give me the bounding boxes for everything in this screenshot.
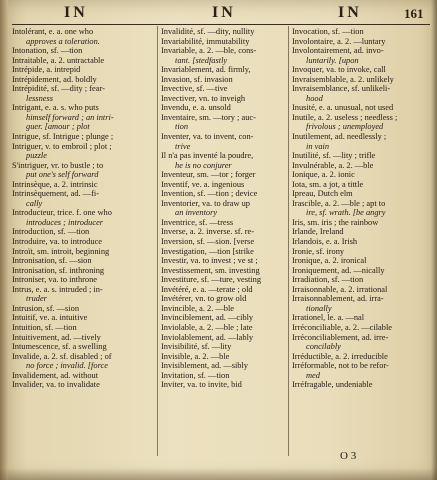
column-middle xyxy=(161,27,286,390)
entry-line: Ipreau, Dutch elm xyxy=(292,189,353,199)
entry-line: tion xyxy=(175,122,189,132)
entry-line: Involontaire, a. 2. —luntary xyxy=(292,36,386,46)
entry-line: Involontairement, ad. invo- xyxy=(292,46,384,56)
entry-line: Invocation, sf. —tion xyxy=(292,27,364,36)
entry-line: puzzle xyxy=(26,151,47,161)
entry-line: luntarily. [upon xyxy=(306,55,359,65)
entry-line: Invisible, a. 2. —ble xyxy=(161,351,230,361)
entry-line: Invraisemblance, sf. unlikeli- xyxy=(292,84,391,94)
entry-line: himself forward ; an intri- xyxy=(26,112,114,122)
entry-line: no force ; invalid. [force xyxy=(26,361,108,371)
entry-line: Introniser, va. to inthrone xyxy=(12,275,98,285)
entry-line: Invendu, e. a. unsold xyxy=(161,103,231,113)
signature-mark: O 3 xyxy=(340,450,357,462)
entry-line: Ironie, sf. irony xyxy=(292,246,345,256)
entry-line: Irréconciliable, a. 2. —cilable xyxy=(292,322,392,332)
entry-line: tant. [stedfastly xyxy=(175,55,228,65)
entry-line: Inversion, sf. —sion. [verse xyxy=(161,237,255,247)
header-right-guide: IN xyxy=(338,4,362,21)
entry-line: Invitation, sf. —tion xyxy=(161,370,230,380)
entry-line: Irréfragable, undeniable xyxy=(292,380,373,390)
entry-line: Intonation, sf. —tion xyxy=(12,46,83,56)
entry-line: Iota, sm. a jot, a tittle xyxy=(292,179,364,189)
entry-line: Ironique, a. 2. ironical xyxy=(292,256,367,266)
entry-line: med xyxy=(306,370,320,380)
entry-line: Invraisemblable, a. 2. unlikely xyxy=(292,74,394,84)
entry-line: Inventaire, sm. —tory ; auc- xyxy=(161,112,256,122)
column-separator-1 xyxy=(157,26,158,456)
entry-line: Invétéré, e. a. —terate ; old xyxy=(161,284,253,294)
entry-line: Invasion, sf. invasion xyxy=(161,74,233,84)
entry-line: an inventory xyxy=(175,208,218,218)
entry-line: Invalidité, sf. —dity, nullity xyxy=(161,27,255,36)
entry-line: Intriguer, v. to embroil ; plot ; xyxy=(12,141,112,151)
entry-line: Investiture, sf. —ture, vesting xyxy=(161,275,262,285)
column-separator-2 xyxy=(288,26,289,456)
entry-line: Intrigue, sf. Intrigue ; plunge ; xyxy=(12,132,114,142)
entry-line: Invectiver, vn. to inveigh xyxy=(161,93,246,103)
entry-line: trive xyxy=(175,141,191,151)
entry-line: Ionique, a. 2. ionic xyxy=(292,170,355,180)
entry-line: Il n'a pas inventé la poudre, xyxy=(161,151,254,161)
entry-line: Inviolablement, ad. —lably xyxy=(161,332,254,342)
entry-line: Introducteur, trice. f. one who xyxy=(12,208,112,218)
entry-line: Intrépidement, ad. boldly xyxy=(12,74,97,84)
entry-line: Introduire, va. to introduce xyxy=(12,237,103,247)
entry-line: Invoquer, va. to invoke, call xyxy=(292,65,386,75)
header-middle-guide: IN xyxy=(212,4,236,21)
page-edge-shadow xyxy=(431,0,437,480)
entry-line: in vain xyxy=(306,141,330,151)
entry-line: Inutile, a. 2. useless ; needless ; xyxy=(292,112,398,122)
entry-line: Irraisonnable, a. 2. irrational xyxy=(292,284,388,294)
entry-line: Inventer, va. to invent, con- xyxy=(161,132,254,142)
entry-line: Invinciblement, ad. —cibly xyxy=(161,313,254,323)
entry-line: Investigation, —tion [strike xyxy=(161,246,254,256)
entry-line: Irlande, Ireland xyxy=(292,227,344,237)
entry-line: Inventeur, sm. —tor ; forger xyxy=(161,170,256,180)
entry-line: Intrigant, e. a. s. who puts xyxy=(12,103,99,113)
entry-line: Inviter, va. to invite, bid xyxy=(161,380,242,390)
entry-line: Invalidement, ad. without xyxy=(12,370,99,380)
entry-line: Irradiation, sf. —tion xyxy=(292,275,364,285)
entry-line: Invariable, a. 2. —ble, cons- xyxy=(161,46,257,56)
entry-line: Irraisonnablement, ad. irra- xyxy=(292,294,384,304)
book-gutter xyxy=(0,0,8,480)
entry-line: approves a toleration. xyxy=(26,36,100,46)
header-left-guide: IN xyxy=(64,4,88,21)
running-header xyxy=(0,4,437,24)
entry-line: cally xyxy=(26,198,43,208)
entry-line: he is no conjurer xyxy=(175,160,232,170)
entry-line: Introduction, sf. —tion xyxy=(12,227,90,237)
entry-line: put one's self forward xyxy=(26,170,99,180)
entry-line: Intuitif, ve. a. intuitive xyxy=(12,313,88,323)
entry-line: Intrusion, sf. —sion xyxy=(12,303,79,313)
page-bottom-shadow xyxy=(0,468,437,480)
entry-line: Invincible, a. 2. —ble xyxy=(161,303,235,313)
column-left xyxy=(12,27,155,390)
entry-line: Intrépidité, sf. —dity ; fear- xyxy=(12,84,105,94)
entry-line: Invisibilité, sf. —lity xyxy=(161,342,232,352)
entry-line: Introït, sm. introit, beginning xyxy=(12,246,110,256)
entry-line: introduces ; introducer xyxy=(26,217,104,227)
entry-line: Intumescence, sf. a swelling xyxy=(12,342,107,352)
entry-line: Invention, sf. —tion ; device xyxy=(161,189,258,199)
entry-line: Invective, sf. —tive xyxy=(161,84,228,94)
entry-line: Investir, va. to invest ; ve st ; xyxy=(161,256,258,266)
entry-line: Invariabilité, immutability xyxy=(161,36,250,46)
entry-line: Invalider, va. to invalidate xyxy=(12,380,100,390)
entry-line: Intuitivement, ad. —tively xyxy=(12,332,101,342)
entry-line: Invétérer, vn. to grow old xyxy=(161,294,247,304)
entry-line: truder xyxy=(26,294,47,304)
entry-line: Invisiblement, ad. —sibly xyxy=(161,361,248,371)
entry-line: tionally xyxy=(306,303,332,313)
entry-line: concilably xyxy=(306,342,341,352)
entry-line: Inutilement, ad. needlessly ; xyxy=(292,132,387,142)
entry-line: Irlandois, e. a. Irish xyxy=(292,237,358,247)
entry-line: Intuition, sf. —tion xyxy=(12,322,77,332)
entry-line: frivolous ; unemployed xyxy=(306,122,384,132)
entry-line: Inventif, ve. a. ingenious xyxy=(161,179,245,189)
entry-line: Intrus, e. a. s. intruded ; in- xyxy=(12,284,103,294)
column-right xyxy=(292,27,430,390)
page-number: 161 xyxy=(404,6,424,21)
entry-line: hood xyxy=(306,93,323,103)
entry-line: Invariablement, ad. firmly, xyxy=(161,65,251,75)
entry-line: Inusité, e. a. unusual, not used xyxy=(292,103,394,113)
header-rule xyxy=(12,24,430,25)
entry-line: Irrationel, le. a. —nal xyxy=(292,313,365,323)
entry-line: Intolérant, e. a. one who xyxy=(12,27,94,36)
entry-line: Invulnérable, a. 2. —ble xyxy=(292,160,374,170)
entry-line: Intrinsèque, a. 2. intrinsic xyxy=(12,179,98,189)
entry-line: Inviolable, a. 2. —ble ; late xyxy=(161,322,253,332)
entry-line: Ironiquement, ad. —nically xyxy=(292,265,385,275)
entry-line: Inventorier, va. to draw up xyxy=(161,198,250,208)
entry-line: Intraitable, a. 2. untractable xyxy=(12,55,105,65)
entry-line: Intronisation, sf. —sion xyxy=(12,256,92,266)
entry-line: Inverse, a. 2. inverse. sf. re- xyxy=(161,227,255,237)
entry-line: Invalide, a. 2. sf. disabled ; of xyxy=(12,351,112,361)
entry-line: Irréformable, not to be refor- xyxy=(292,361,389,371)
entry-line: Intrépide, a. intrepid xyxy=(12,65,81,75)
entry-line: Intrinsèquement, ad. —fi- xyxy=(12,189,99,199)
entry-line: Intronisation, sf. inthroning xyxy=(12,265,105,275)
entry-line: lessness xyxy=(26,93,53,103)
entry-line: ire, sf. wrath. [be angry xyxy=(306,208,386,218)
entry-line: Inventrice, sf. —tress xyxy=(161,217,234,227)
entry-line: Irascible, a. 2. —ble ; apt to xyxy=(292,198,386,208)
entry-line: Irréductible, a. 2. irreducible xyxy=(292,351,388,361)
entry-line: S'intriguer, vr. to bustle ; to xyxy=(12,160,104,170)
entry-line: Inutilité, sf. —lity ; trifle xyxy=(292,151,376,161)
entry-line: Iris, sm. iris ; the rainbow xyxy=(292,217,379,227)
entry-line: guer. [amour ; plot xyxy=(26,122,90,132)
entry-line: Investissement, sm. investing xyxy=(161,265,260,275)
entry-line: Irréconciliablement, ad. irre- xyxy=(292,332,389,342)
